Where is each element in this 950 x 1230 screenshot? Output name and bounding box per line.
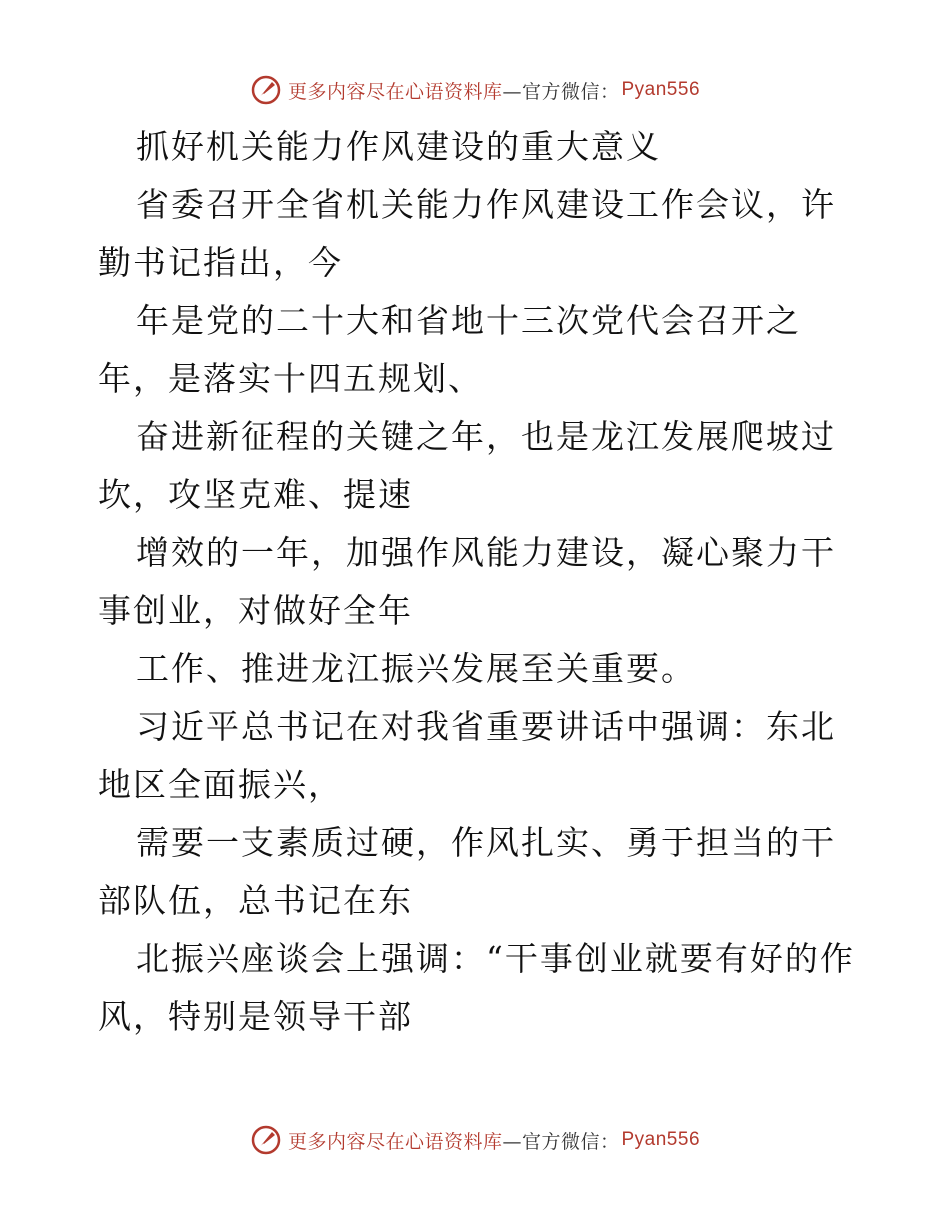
paragraph: 北振兴座谈会上强调：“干事创业就要有好的作风，特别是领导干部 <box>98 939 855 1036</box>
watermark-wechat-id: Pyan556 <box>621 1129 701 1150</box>
paragraph: 省委召开全省机关能力作风建设工作会议，许勤书记指出，今 <box>98 185 836 282</box>
watermark-brand: 更多内容尽在心语资料库 <box>287 1130 503 1153</box>
paragraph: 需要一支素质过硬，作风扎实、勇于担当的干部队伍，总书记在东 <box>98 823 836 920</box>
paragraph-title: 抓好机关能力作风建设的重大意义 <box>136 127 661 166</box>
paragraph: 习近平总书记在对我省重要讲话中强调：东北地区全面振兴， <box>98 707 836 804</box>
paragraph: 增效的一年，加强作风能力建设，凝心聚力干事创业，对做好全年 <box>98 533 836 630</box>
quill-logo-icon <box>250 1124 282 1156</box>
header-watermark <box>0 70 950 110</box>
document-body <box>98 118 858 1046</box>
watermark-brand: 更多内容尽在心语资料库 <box>287 80 503 103</box>
quill-logo-icon <box>250 74 282 106</box>
watermark-label: —官方微信： <box>502 1130 620 1153</box>
paragraph: 工作、推进龙江振兴发展至关重要。 <box>136 649 696 688</box>
watermark-label: —官方微信： <box>502 80 620 103</box>
paragraph: 奋进新征程的关键之年，也是龙江发展爬坡过坎，攻坚克难、提速 <box>98 417 836 514</box>
paragraph: 年是党的二十大和省地十三次党代会召开之年，是落实十四五规划、 <box>98 301 801 398</box>
watermark-wechat-id: Pyan556 <box>621 79 701 100</box>
footer-watermark <box>0 1120 950 1160</box>
